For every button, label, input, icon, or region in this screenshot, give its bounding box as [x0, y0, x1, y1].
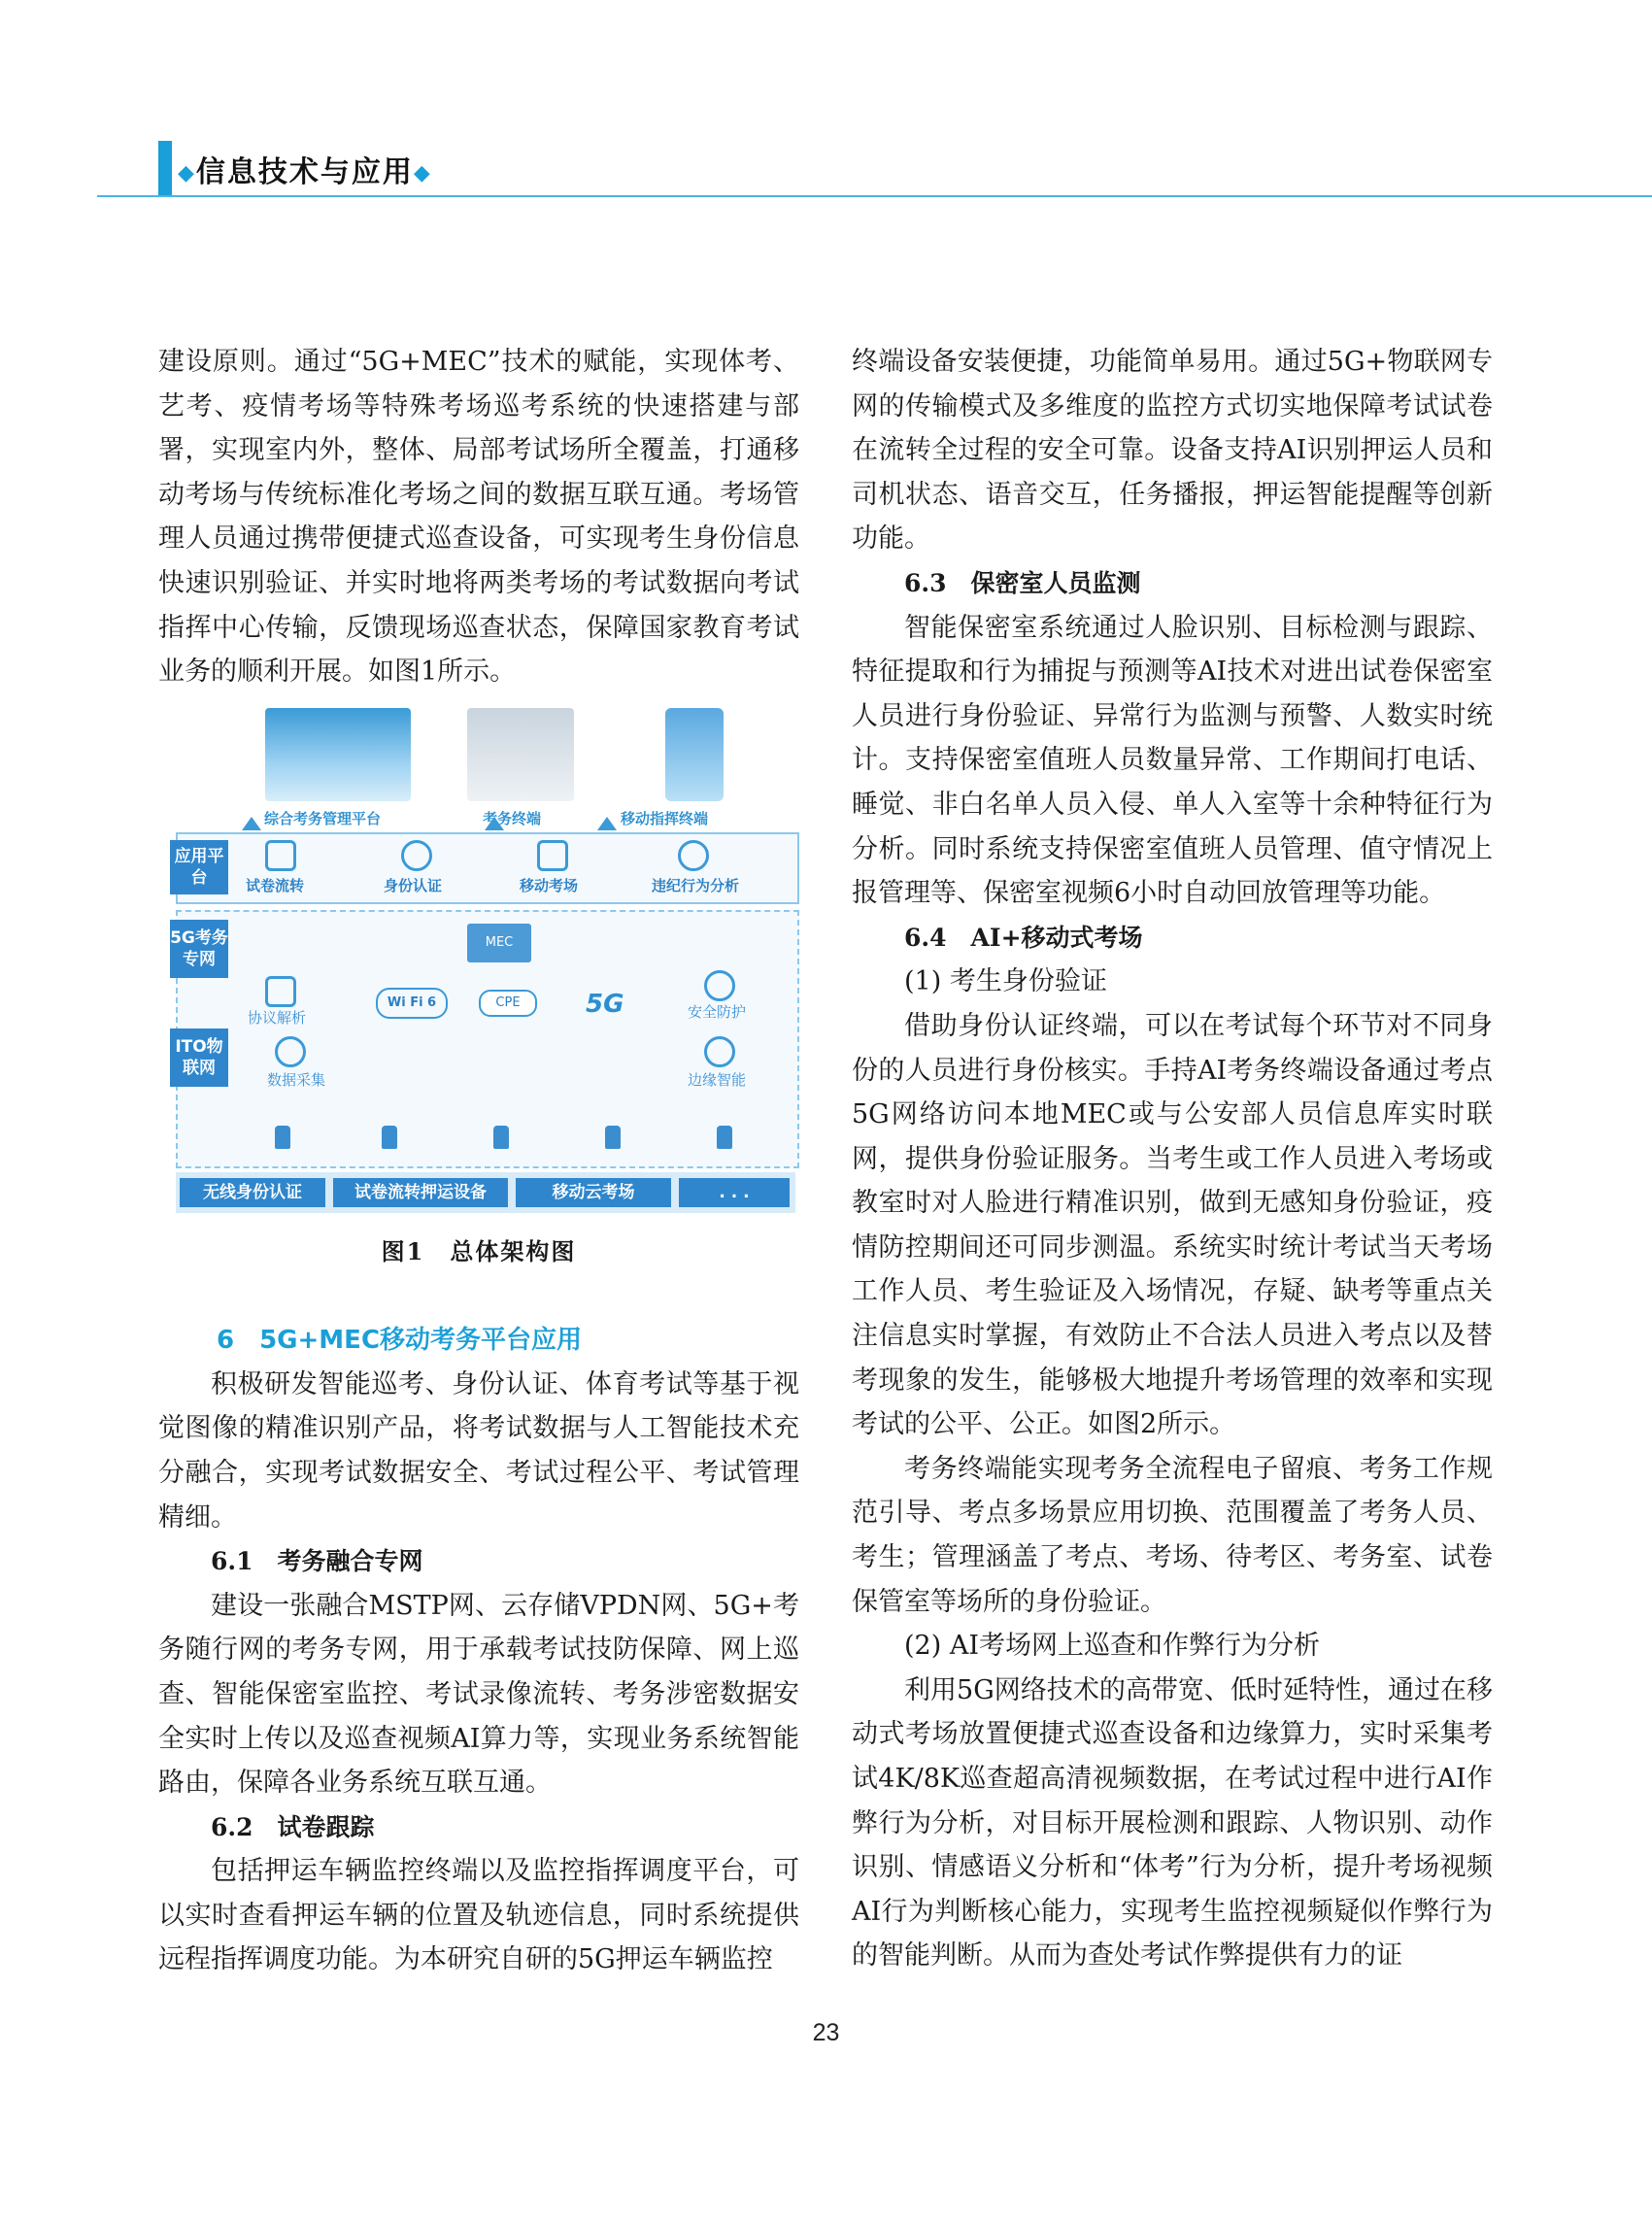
paragraph: 考务终端能实现考务全流程电子留痕、考务工作规范引导、考点多场景应用切换、范围覆盖了考务人员、考生；管理涵盖了考点、考场、待考区、考务室、试卷保管室等场所的身份验证。: [852, 1453, 1493, 1617]
sensor-icon: [493, 1126, 509, 1149]
list-heading: (1) 考生身份验证: [904, 966, 1107, 997]
wifi-icon: Wi Fi 6: [376, 988, 448, 1019]
paragraph: 终端设备安装便捷，功能简单易用。通过5G+物联网专网的传输模式及多维度的监控方式切实地保障考试试卷在流转全过程的安全可靠。设备支持AI识别押运人员和司机状态、语音交互，任务播报，押运智能提醒等创新功能。: [852, 347, 1493, 555]
app-item: 身份认证: [384, 876, 443, 894]
subsection-heading: 6.4 AI+移动式考场: [904, 923, 1143, 952]
figure-label: 考务终端: [479, 807, 545, 829]
figure-caption: 图1 总体架构图: [381, 1236, 577, 1265]
mobile-exam-icon: [537, 840, 568, 871]
device-item: . . .: [679, 1178, 790, 1207]
transfer-icon: [265, 840, 296, 871]
arrow-up-icon: [242, 817, 261, 830]
sensor-icon: [717, 1126, 732, 1149]
behavior-analysis-icon: [678, 840, 709, 871]
protocol-icon: [265, 976, 296, 1007]
page-number: 23: [812, 2019, 840, 2046]
net-side-label: 5G考务专网: [170, 920, 228, 978]
device-row: [176, 1172, 795, 1213]
app-item: 违纪行为分析: [652, 876, 740, 894]
app-side-label: 应用平台: [170, 840, 228, 894]
cpe-box: CPE: [479, 990, 537, 1017]
device-item: 无线身份认证: [180, 1178, 325, 1207]
device-item: 移动云考场: [516, 1178, 671, 1207]
figure-label: 综合考务管理平台: [260, 807, 385, 829]
device-item: 试卷流转押运设备: [333, 1178, 508, 1207]
paragraph: 积极研发智能巡考、身份认证、体育考试等基于视觉图像的精准识别产品，将考试数据与人工智能技术充分融合，实现考试数据安全、考试过程公平、考试管理精细。: [158, 1368, 799, 1533]
diamond-icon: ◆: [178, 161, 196, 185]
right-column: [852, 340, 1493, 1978]
sensor-icon: [382, 1126, 397, 1149]
journal-title: 信息技术与应用: [195, 155, 414, 189]
paragraph: 利用5G网络技术的高带宽、低时延特性，通过在移动式考场放置便捷式巡查设备和边缘算力，实时采集考试4K/8K巡查超高清视频数据，在考试过程中进行AI作弊行为分析，对目标开展检测和跟踪、人物识别、动作识别、情感语义分析和“体考”行为分析，提升考场视频AI行为判断核心能力，实现考生监控视频疑似作弊行为的智能判断。从而为查处考试作弊提供有力的证: [852, 1674, 1493, 1972]
list-heading: (2) AI考场网上巡查和作弊行为分析: [904, 1631, 1320, 1662]
mec-box: MEC: [467, 924, 531, 962]
5g-icon: 5G: [586, 989, 624, 1019]
net-item: 安全防护: [688, 1002, 747, 1021]
paragraph: 借助身份认证终端，可以在考试每个环节对不同身份的人员进行身份核实。手持AI考务终端设备通过考点5G网络访问本地MEC或与公安部人员信息库实时联网，提供身份验证服务。当考生或工作人员进入考场或教室时对人脸进行精准识别，做到无感知身份验证，疫情防控期间还可同步测温。系统实时统计考试当天考场工作人员、考生验证及入场情况，存疑、缺考等重点关注信息实时掌握，有效防止不合法人员进入考点以及替考现象的发生，能够极大地提升考场管理的效率和实现考试的公平、公正。如图2所示。: [852, 1010, 1493, 1440]
subsection-heading: 6.2 试卷跟踪: [211, 1812, 375, 1841]
edge-ai-icon: [704, 1036, 735, 1067]
arrow-up-icon: [485, 817, 504, 830]
paragraph: 包括押运车辆监控终端以及监控指挥调度平台，可以实时查看押运车辆的位置及轨迹信息，同时系统提供远程指挥调度功能。为本研究自研的5G押运车辆监控: [158, 1856, 799, 1975]
net-item: 协议解析: [248, 1008, 307, 1027]
data-collect-icon: [275, 1036, 306, 1067]
app-item: 移动考场: [520, 876, 579, 894]
header-accent-bar: [158, 141, 172, 197]
section-heading: 6 5G+MEC移动考务平台应用: [217, 1325, 583, 1355]
shield-icon: [704, 970, 735, 1001]
iot-side-label: ITO物联网: [170, 1028, 228, 1087]
exam-terminal-image: [467, 708, 574, 801]
journal-header: [178, 148, 432, 190]
platform-screen-image: [265, 708, 411, 801]
net-item: 边缘智能: [688, 1070, 747, 1089]
arrow-up-icon: [597, 817, 617, 830]
diamond-icon: ◆: [413, 161, 432, 185]
paragraph: 建设原则。通过“5G+MEC”技术的赋能，实现体考、艺考、疫情考场等特殊考场巡考系统的快速搭建与部署，实现室内外，整体、局部考试场所全覆盖，打通移动考场与传统标准化考场之间的数据互联互通。考场管理人员通过携带便捷式巡查设备，可实现考生身份信息快速识别验证、并实时地将两类考场的考试数据向考试指挥中心传输，反馈现场巡查状态，保障国家教育考试业务的顺利开展。如图1所示。: [158, 347, 799, 688]
figure-architecture: [158, 708, 795, 1213]
sensor-icon: [275, 1126, 290, 1149]
left-column: [158, 340, 799, 1982]
app-item: 试卷流转: [246, 876, 305, 894]
identity-icon: [401, 840, 432, 871]
sensor-icon: [605, 1126, 621, 1149]
figure-label: 移动指挥终端: [617, 807, 712, 829]
subsection-heading: 6.1 考务融合专网: [211, 1547, 423, 1576]
paragraph: 建设一张融合MSTP网、云存储VPDN网、5G+考务随行网的考务专网，用于承载考试技防保障、网上巡查、智能保密室监控、考试录像流转、考务涉密数据安全实时上传以及巡查视频AI算力等，实现业务系统智能路由，保障各业务系统互联互通。: [158, 1590, 799, 1799]
subsection-heading: 6.3 保密室人员监测: [904, 568, 1141, 597]
header-rule: [97, 195, 1652, 197]
paragraph: 智能保密室系统通过人脸识别、目标检测与跟踪、特征提取和行为捕捉与预测等AI技术对进出试卷保密室人员进行身份验证、异常行为监测与预警、人数实时统计。支持保密室值班人员数量异常、工作期间打电话、睡觉、非白名单人员入侵、单人入室等十余种特征行为分析。同时系统支持保密室值班人员管理、值守情况上报管理等、保密室视频6小时自动回放管理等功能。: [852, 612, 1493, 909]
net-item: 数据采集: [267, 1070, 326, 1089]
mobile-terminal-image: [665, 708, 724, 801]
